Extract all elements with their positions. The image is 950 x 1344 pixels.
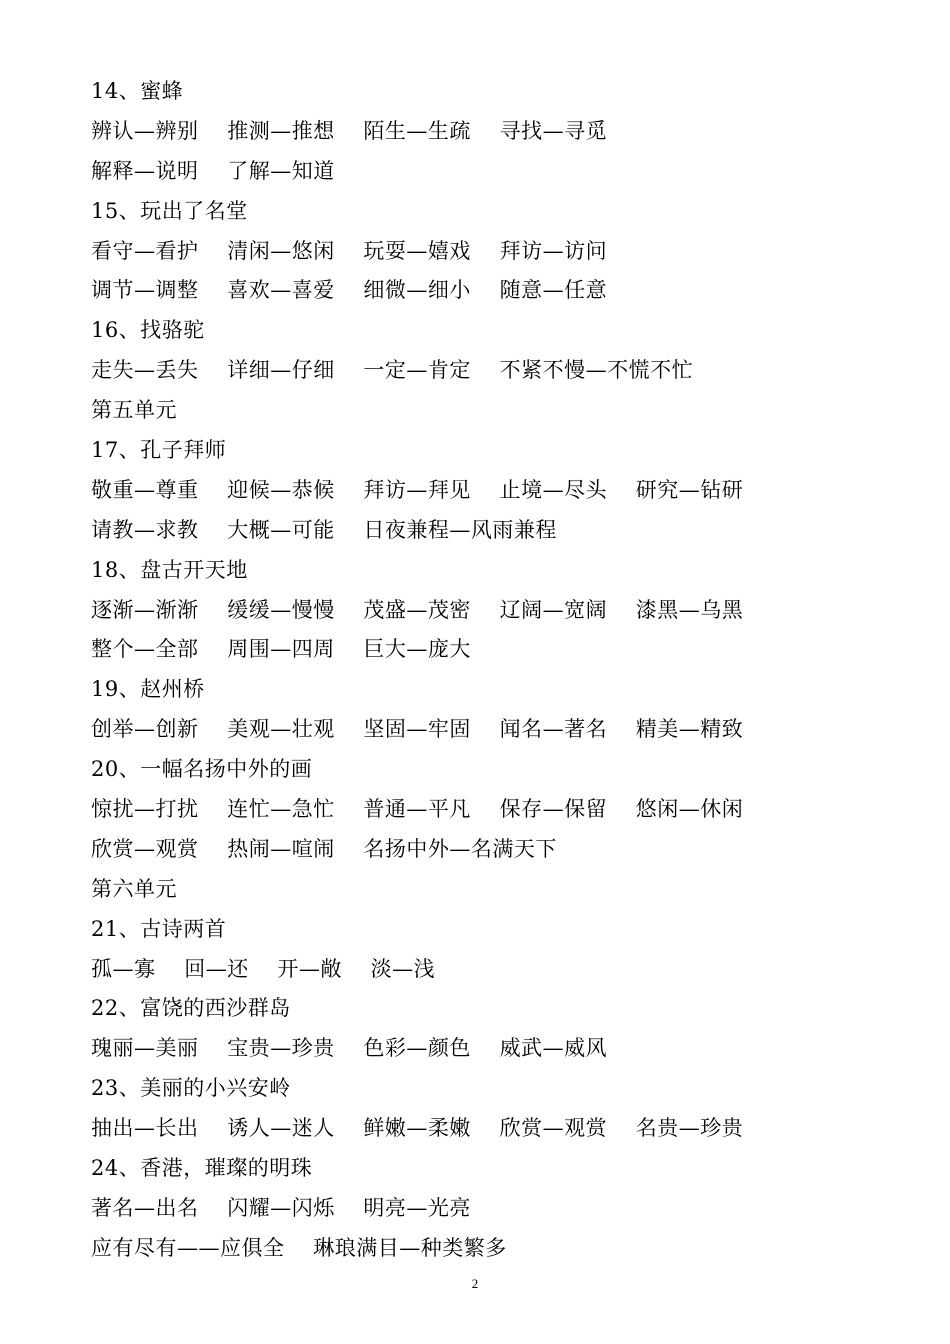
word-pairs-line: 著名—出名 闪耀—闪烁 明亮—光亮 [91,1195,471,1220]
word-pairs-line: 欣赏—观赏 热闹—喧闹 名扬中外—名满天下 [91,836,557,861]
lesson-heading-17: 17、孔子拜师 [91,438,227,463]
lesson-heading-18: 18、盘古开天地 [91,557,248,582]
word-pairs-line: 逐渐—渐渐 缓缓—慢慢 茂盛—茂密 辽阔—宽阔 漆黑—乌黑 [91,597,744,622]
word-pairs-line: 敬重—尊重 迎候—恭候 拜访—拜见 止境—尽头 研究—钻研 [91,477,744,502]
lesson-heading-22: 22、富饶的西沙群岛 [91,996,291,1021]
lesson-heading-14: 14、蜜蜂 [91,79,184,103]
lesson-heading-19: 19、赵州桥 [91,677,205,702]
lesson-heading-16: 16、找骆驼 [91,318,205,343]
word-pairs-line: 走失—丢失 详细—仔细 一定—肯定 不紧不慢—不慌不忙 [91,358,694,383]
word-pairs-line: 瑰丽—美丽 宝贵—珍贵 色彩—颜色 威武—威风 [91,1036,608,1061]
unit-heading-5: 第五单元 [91,398,177,423]
word-pairs-line: 整个—全部 周围—四周 巨大—庞大 [91,637,471,662]
word-pairs-line: 应有尽有——应俱全 琳琅满目—种类繁多 [91,1235,507,1260]
word-pairs-line: 惊扰—打扰 连忙—急忙 普通—平凡 保存—保留 悠闲—休闲 [91,797,744,822]
document-page [91,72,911,1269]
page-number: 2 [471,1276,479,1291]
lesson-heading-15: 15、玩出了名堂 [91,198,248,223]
word-pairs-line: 解释—说明 了解—知道 [91,158,335,183]
word-pairs-line: 辨认—辨别 推测—推想 陌生—生疏 寻找—寻觅 [91,118,608,143]
lesson-heading-20: 20、一幅名扬中外的画 [91,757,313,782]
word-pairs-line: 抽出—长出 诱人—迷人 鲜嫩—柔嫩 欣赏—观赏 名贵—珍贵 [91,1116,744,1141]
lesson-heading-24: 24、香港，璀璨的明珠 [91,1156,313,1181]
word-pairs-line: 创举—创新 美观—壮观 坚固—牢固 闻名—著名 精美—精致 [91,717,744,742]
lesson-heading-23: 23、美丽的小兴安岭 [91,1076,291,1101]
unit-heading-6: 第六单元 [91,876,177,901]
word-pairs-line: 孤—寡 回—还 开—敞 淡—浅 [91,956,436,981]
word-pairs-line: 调节—调整 喜欢—喜爱 细微—细小 随意—任意 [91,278,608,303]
word-pairs-line: 看守—看护 清闲—悠闲 玩耍—嬉戏 拜访—访问 [91,238,608,263]
word-pairs-line: 请教—求教 大概—可能 日夜兼程—风雨兼程 [91,517,557,542]
lesson-heading-21: 21、古诗两首 [91,916,227,941]
